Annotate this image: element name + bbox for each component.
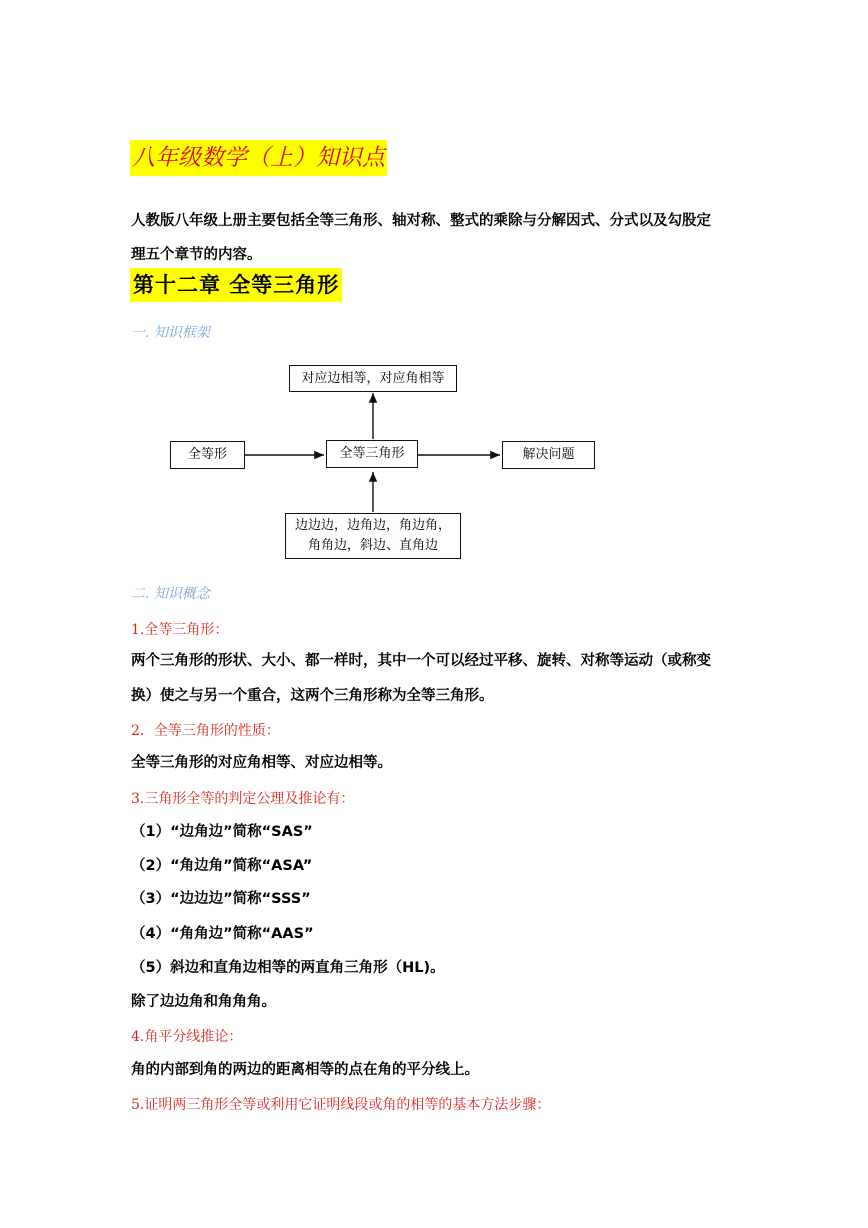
concept-heading-1: 1.全等三角形： — [131, 622, 229, 638]
criteria-item-2: （2）“角边角”简称“ASA” — [131, 858, 313, 874]
diagram-box-properties: 对应边相等，对应角相等 — [289, 365, 457, 392]
chapter-heading: 第十二章 全等三角形 — [130, 268, 342, 302]
criteria-line-2: 角角边，斜边、直角边 — [307, 538, 438, 553]
diagram-box-solve-problems: 解决问题 — [502, 441, 595, 469]
concept-heading-4: 4.角平分线推论： — [131, 1029, 243, 1045]
document-title: 八年级数学（上）知识点 — [130, 140, 387, 176]
criteria-item-1: （1）“边角边”简称“SAS” — [131, 824, 313, 840]
diagram-box-congruent-figures: 全等形 — [170, 441, 245, 469]
criteria-line-1: 边边边，边角边，角边角， — [294, 518, 451, 533]
concept-paragraph-2: 全等三角形的对应角相等、对应边相等。 — [131, 755, 392, 771]
section-knowledge-framework: 一. 知识框架 — [131, 325, 210, 341]
concept-heading-3: 3.三角形全等的判定公理及推论有： — [131, 791, 355, 807]
intro-line-2: 理五个章节的内容。 — [131, 247, 262, 263]
intro-line-1: 人教版八年级上册主要包括全等三角形、轴对称、整式的乘除与分解因式、分式以及勾股定 — [131, 213, 711, 229]
concept-paragraph-1-line-2: 换）使之与另一个重合，这两个三角形称为全等三角形。 — [131, 688, 494, 704]
concept-paragraph-4: 角的内部到角的两边的距离相等的点在角的平分线上。 — [131, 1062, 479, 1078]
diagram-box-congruent-triangles: 全等三角形 — [326, 440, 418, 468]
criteria-item-4: （4）“角角边”简称“AAS” — [131, 926, 314, 942]
concept-paragraph-1-line-1: 两个三角形的形状、大小、都一样时，其中一个可以经过平移、旋转、对称等运动（或称变 — [131, 653, 711, 669]
criteria-item-3: （3）“边边边”简称“SSS” — [131, 891, 311, 907]
concept-heading-5: 5.证明两三角形全等或利用它证明线段或角的相等的基本方法步骤： — [131, 1097, 551, 1113]
section-knowledge-concepts: 二. 知识概念 — [131, 586, 210, 602]
concept-heading-2: 2．全等三角形的性质： — [131, 723, 280, 739]
diagram-box-criteria — [285, 513, 461, 559]
criteria-item-5: （5）斜边和直角边相等的两直角三角形（HL)。 — [131, 960, 445, 976]
concept-paragraph-3: 除了边边角和角角角。 — [131, 994, 276, 1010]
